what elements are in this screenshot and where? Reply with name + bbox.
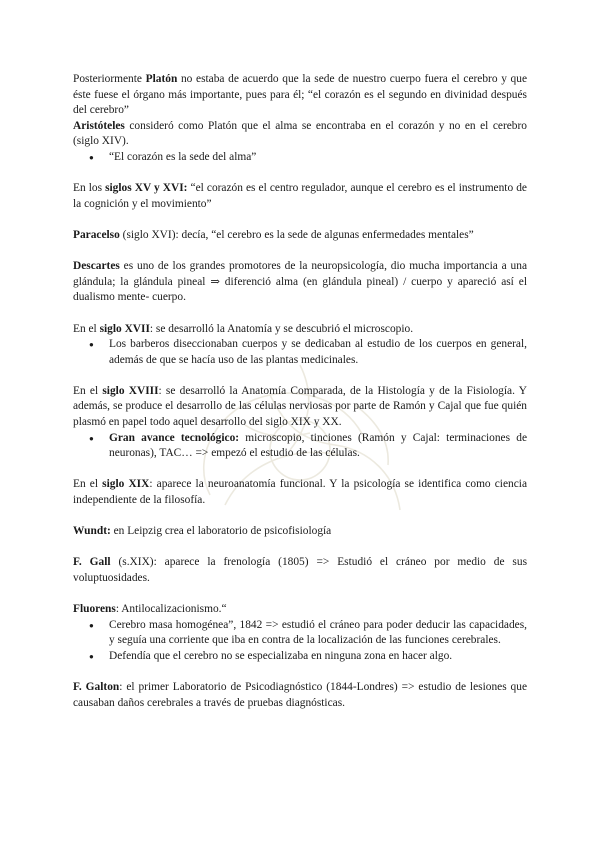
paragraph-fluorens: Fluorens: Antilocalizacionismo.“	[73, 603, 227, 616]
paragraph-platon: Posteriormente Platón no estaba de acuerdo que la sede de nuestro cuerpo fuera el cerebro y que éste fuese el órgano más importante, pues para él; “el corazón es el segundo en divinidad después del cerebro”	[73, 73, 527, 117]
list-item: ● Defendía que el cerebro no se especializaba en ninguna zona en hacer algo.	[73, 649, 527, 665]
paragraph-galton: F. Galton: el primer Laboratorio de Psicodiagnóstico (1844-Londres) => estudio de lesiones que causaban daños cerebrales a través de pruebas diagnósticas.	[73, 681, 527, 709]
paragraph-wundt: Wundt: en Leipzig crea el laboratorio de psicofisiología	[73, 525, 332, 538]
paragraph-siglo-xvii: En el siglo XVII: se desarrolló la Anatomía y se descubrió el microscopio.	[73, 322, 414, 335]
bullet-icon: ●	[89, 620, 94, 630]
bullet-icon: ●	[89, 433, 94, 443]
list-item: ● Gran avance tecnológico: microscopio, tinciones (Ramón y Cajal: terminaciones de neuronas), TAC… => empezó el estudio de las células.	[89, 431, 527, 460]
list-item: ● Cerebro masa homogénea”, 1842 => estudió el cráneo para poder deducir las capacidades, y seguía una corriente que iba en contra de la localización de las funciones cerebrales.	[89, 618, 527, 647]
list-item: ● “El corazón es la sede del alma”	[73, 150, 527, 166]
paragraph-gall: F. Gall (s.XIX): aparece la frenología (1805) => Estudió el cráneo por medio de sus voluptuosidades.	[73, 556, 527, 584]
bullet-icon: ●	[89, 152, 94, 162]
paragraph-siglo-xviii: En el siglo XVIII: se desarrolló la Anatomía Comparada, de la Histología y de la Fisiología. Y además, se produce el desarrollo de las células nerviosas por parte de Ramón y Cajal que fue quién plasmó en papel todo aquel desarrollo del siglo XIX y XX.	[73, 384, 527, 429]
paragraph-paracelso: Paracelso (siglo XVI): decía, “el cerebro es la sede de algunas enfermedades mentales”	[73, 228, 474, 241]
list-fluorens	[73, 618, 527, 665]
bullet-icon: ●	[89, 651, 94, 661]
paragraph-siglo-xix: En el siglo XIX: aparece la neuroanatomía funcional. Y la psicología se identifica como ciencia independiente de la filosofía.	[73, 478, 528, 507]
bullet-icon: ●	[89, 340, 94, 350]
document-body	[73, 72, 527, 711]
list-item: ● Los barberos diseccionaban cuerpos y se dedicaban al estudio de los cuerpos en general, además de que se hacía uso de las plantas medicinales.	[89, 338, 527, 366]
paragraph-siglos-xv-xvi: En los siglos XV y XVI: “el corazón es el centro regulador, aunque el cerebro es el instrumento de la cognición y el movimiento”	[73, 182, 527, 210]
paragraph-aristoteles: Aristóteles consideró como Platón que el alma se encontraba en el corazón y no en el cerebro (siglo XIV).	[73, 119, 527, 148]
paragraph-descartes: Descartes es uno de los grandes promotores de la neuropsicología, dio mucha importancia a una glándula; la glándula pineal ⇒ diferenció alma (en glándula pineal) / cuerpo y apareció así el dualismo mente- cuerpo.	[73, 260, 527, 304]
list-siglo-xviii	[73, 431, 527, 462]
list-aristoteles	[73, 150, 527, 166]
list-siglo-xvii	[73, 337, 527, 368]
